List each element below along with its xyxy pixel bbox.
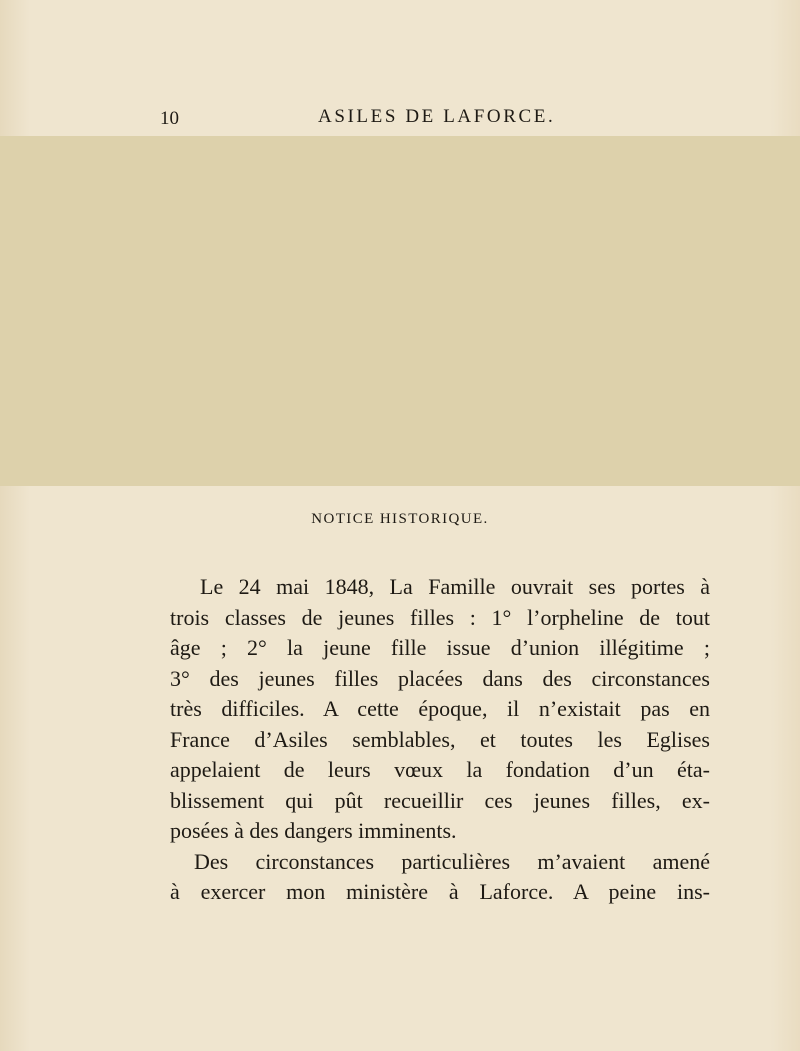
text-line: à exercer mon ministère à Laforce. A peine ins- (170, 879, 710, 904)
text-line: âge ; 2° la jeune fille issue d’union illégitime ; (170, 635, 710, 660)
text-line: trois classes de jeunes filles : 1° l’orpheline de tout (170, 604, 710, 630)
running-title: ASILES DE LAFORCE. (318, 106, 556, 127)
text-line: Des circonstances particulières m’avaient amené (194, 848, 710, 874)
text-line: 3° des jeunes filles placées dans des circonstances (170, 665, 710, 691)
section-heading: NOTICE HISTORIQUE. (311, 511, 489, 527)
text-line: posées à des dangers imminents. (170, 818, 457, 843)
body-text (170, 572, 710, 908)
text-line: appelaient de leurs vœux la fondation d’un éta- (170, 757, 710, 782)
text-line: France d’Asiles semblables, et toutes les Eglises (170, 726, 710, 752)
text-line: blissement qui pût recueillir ces jeunes filles, ex- (170, 787, 710, 813)
text-line: très difficiles. A cette époque, il n’existait pas en (170, 696, 710, 721)
illustration-placeholder (0, 136, 800, 486)
text-line: Le 24 mai 1848, La Famille ouvrait ses portes à (200, 574, 710, 599)
running-head (0, 104, 800, 134)
page-number: 10 (160, 108, 179, 129)
